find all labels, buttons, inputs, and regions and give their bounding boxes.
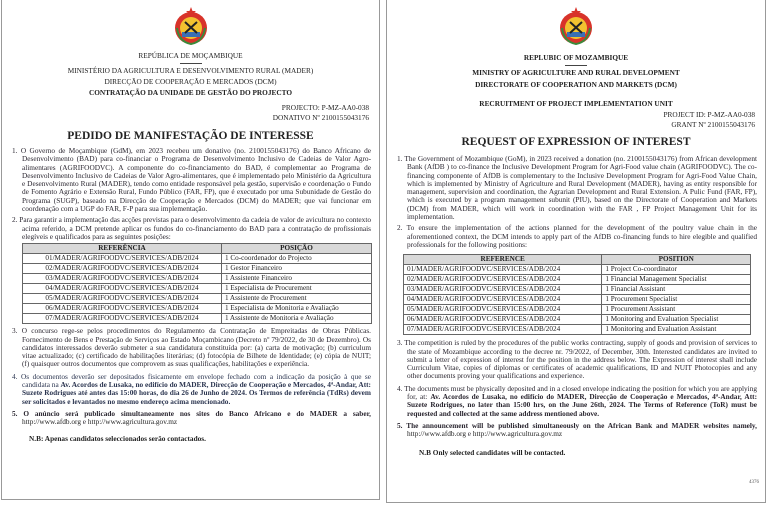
mozambique-emblem-icon	[171, 6, 211, 46]
position-cell: 1 Financial Assistant	[602, 285, 751, 295]
paragraph-4	[10, 373, 371, 406]
table-row	[23, 304, 372, 314]
table-row	[23, 254, 372, 264]
position-cell: 1 Monitoring and Evaluation Specialist	[602, 315, 751, 325]
table-row	[404, 275, 751, 285]
table-row	[404, 295, 751, 305]
paragraph-5-text: 5. O anúncio será publicado simultaneamente nos sites do Banco Africano e do MADER a saber,	[12, 408, 371, 418]
position-cell: 1 Financial Management Specialist	[602, 275, 751, 285]
reference-cell: 06/MADER/AGRIFOODVC/SERVICES/ADB/2024	[404, 315, 602, 325]
unit-name: CONTRATAÇÃO DA UNIDADE DE GESTÃO DO PROJECTO	[88, 88, 293, 97]
reference-cell: 04/MADER/AGRIFOODVC/SERVICES/ADB/2024	[404, 295, 602, 305]
notice-title: REQUEST OF EXPRESSION OF INTEREST	[461, 136, 691, 148]
position-cell: 1 Especialista de Procurement	[221, 284, 371, 294]
table-row	[404, 305, 751, 315]
ministry-name: MINISTÉRIO DA AGRICULTURA E DESENVOLVIMENTO RURAL (MADER)	[67, 66, 314, 75]
paragraph-4-address: Av. Acordos de Lusaka, no edifício do MADER, Direcção de Cooperação e Mercados, 4ª-Andar, Att: Suzete Rodrigues, no later than 15:00 hrs, on the June 26th, 2024. The Terms of Reference (ToR) must be requested and collected at the same address mentioned above.	[407, 392, 757, 418]
position-cell: 1 Procurement Assistant	[602, 305, 751, 315]
country-name: REPÚBLICA DE MOÇAMBIQUE	[138, 51, 243, 60]
nb-note: N.B: Apenas candidatos seleccionados serão contactados.	[29, 433, 206, 443]
position-cell: 1 Assistente de Procurement	[221, 294, 371, 304]
reference-cell: 02/MADER/AGRIFOODVC/SERVICES/ADB/2024	[23, 264, 222, 274]
reference-cell: 07/MADER/AGRIFOODVC/SERVICES/ADB/2024	[404, 325, 602, 335]
reference-cell: 06/MADER/AGRIFOODVC/SERVICES/ADB/2024	[23, 304, 222, 314]
position-cell: 1 Project Co-coordinator	[602, 265, 751, 275]
table-row	[404, 325, 751, 335]
paragraph-2: 2. To ensure the implementation of the actions planned for the development of the poultry value chain in the aforementioned context, the DCM intends to apply part of the AfDB co-financing funds to hire elegible and qualified professionals for the following positions:	[397, 223, 757, 249]
table-row	[404, 315, 751, 325]
afdb-link[interactable]: http://www.afdb.org	[407, 429, 466, 439]
divider	[180, 63, 202, 64]
paragraph-1: 1. The Government of Mozambique (GoM), in 2023 received a donation (no. 2100155043176) from African development Bank (AfDB ) to co-finance the Inclusive Development Program for Agri-Food value chain (AGRIFOODVC). The co-financing componente of AfDB is complementary to the Inclusive Development Program for Agri-Food Value Chain, which is implemented by Ministry of Agriculture and Rural Development (MADER), having as entity responsible for management, supervision and coordination, the Agrarian Development and Rural Extension. A Pulic Fund (FAR, FP), which is executed by a program management subunit (PIU), based on the Directorate of Cooperation and Markets (DCM) from MADER, which will work in coordination with the FAR , FP Project Management Unit for its implementation.	[397, 154, 757, 222]
position-cell: 1 Monitoring and Evaluation Assistant	[602, 325, 751, 335]
unit-name: RECRUITMENT OF PROJECT IMPLEMENTATION UNIT	[479, 99, 673, 108]
conjunction: e	[465, 429, 473, 439]
position-cell: 1 Especialista de Monitoria e Avaliação	[221, 304, 371, 314]
header-reference: REFERÊNCIA	[23, 244, 222, 254]
header-position: POSIÇÃO	[221, 244, 371, 254]
paragraph-4	[395, 385, 757, 418]
paragraph-5	[395, 422, 757, 439]
reference-cell: 07/MADER/AGRIFOODVC/SERVICES/ADB/2024	[23, 314, 222, 324]
table-row	[23, 294, 372, 304]
paragraph-5-text: 5. The announcement will be published simultaneously on the African Bank and MADER websites namely,	[397, 420, 757, 430]
reference-number: 4376	[749, 480, 759, 485]
paragraph-4-text: 4. The documents must be physically deposited and in a closed envelope indicating the position for which you are applying for, at:	[397, 383, 757, 402]
paragraph-4-address: Av. Acordos de Lusaka, no edifício do MADER, Direcção de Cooperação e Mercados, 4ª-Andar, Att: Suzete Rodrigues até antes das 15:00 horas, do dia 26 de Junho de 2024. Os Termos de referência (TdRs) devem ser solicitados e levantados no mesmo endereço acima mencionado.	[22, 380, 371, 406]
paragraph-4-text: 4. Os documentos deverão ser depositados fisicamente em envelope fechado com a indicação da posição à que se candidata na	[12, 371, 371, 390]
position-cell: 1 Gestor Financeiro	[221, 264, 371, 274]
table-row	[404, 285, 751, 295]
reference-cell: 02/MADER/AGRIFOODVC/SERVICES/ADB/2024	[404, 275, 602, 285]
table-row	[23, 264, 372, 274]
table-row	[23, 284, 372, 294]
project-id: PROJECT ID: P-MZ-AA0-038	[663, 110, 755, 119]
position-cell: 1 Co-coordenador do Projecto	[221, 254, 371, 264]
english-notice	[386, 0, 766, 503]
agricultura-link[interactable]: http://www.agricultura.gov.mz	[87, 417, 178, 427]
position-cell: 1 Assistente de Monitoria e Avaliação	[221, 314, 371, 324]
reference-cell: 03/MADER/AGRIFOODVC/SERVICES/ADB/2024	[404, 285, 602, 295]
paragraph-1: 1. O Governo de Moçambique (GdM), em 2023 recebeu um donativo (no. 2100155043176) do Banco Africano de Desenvolvimento (BAD) para co-financiar o Programa de Desenvolvimento Inclusivo de Cadeias de Valor Agro-alimentares (AGRIFOODVC). A componente do co-financiamento do BAD, é complementar ao Programa de Desenvolvimento Inclusivo de Cadeias de Valor Agro-alimentares, que é implementado pelo Ministério da Agricultura e Desenvolvimento Rural (MADER), tendo como entidade responsável pela gestão, supervisão e coordenação o Fundo de Fomento Agrário e Extensão Rural, Fundo Público (FAR, FP), que é executado por uma Subunidade de Gestão do Programa (SUGP), baseado na Direcção de Cooperação e Mercados (DCM) do MADER; que vai funcionar em coordenação com a UGP do FAR, F-P para sua implementação.	[12, 146, 371, 214]
grant-number: DONATIVO Nº 2100155043176	[272, 113, 369, 122]
nb-note: N.B Only selected candidates will be contacted.	[419, 447, 566, 457]
notice-title: PEDIDO DE MANIFESTAÇÃO DE INTERESSE	[67, 130, 314, 142]
country-name: REPLUBIC OF MOZAMBIQUE	[523, 53, 629, 62]
mozambique-emblem-icon	[556, 6, 596, 46]
paragraph-5	[10, 410, 371, 427]
header-reference: REFERENCE	[404, 255, 602, 265]
reference-cell: 04/MADER/AGRIFOODVC/SERVICES/ADB/2024	[23, 284, 222, 294]
reference-cell: 05/MADER/AGRIFOODVC/SERVICES/ADB/2024	[404, 305, 602, 315]
conjunction: e	[80, 417, 88, 427]
directorate-name: DIRECÇÃO DE COOPERAÇÃO E MERCADOS (DCM)	[104, 77, 277, 86]
positions-table	[403, 254, 751, 335]
position-cell: 1 Procurement Specialist	[602, 295, 751, 305]
divider	[565, 65, 587, 66]
header-position: POSITION	[602, 255, 751, 265]
reference-cell: 03/MADER/AGRIFOODVC/SERVICES/ADB/2024	[23, 274, 222, 284]
table-row	[404, 265, 751, 275]
table-row	[23, 314, 372, 324]
portuguese-notice	[1, 0, 380, 500]
reference-cell: 01/MADER/AGRIFOODVC/SERVICES/ADB/2024	[404, 265, 602, 275]
ministry-name: MINISTRY OF AGRICULTURE AND RURAL DEVELOPMENT	[472, 68, 680, 77]
reference-cell: 01/MADER/AGRIFOODVC/SERVICES/ADB/2024	[23, 254, 222, 264]
project-id: PROJECTO: P-MZ-AA0-038	[281, 103, 369, 112]
paragraph-3: 3. The competition is ruled by the procedures of the public works contracting, supply of goods and provision of services to the state of Mozambique according to the decree nr. 79/2022, of December, 30th. Interested candidates are invited to submit a letter of expression of interest for the position in the address below. The Expression of interest shall include Curriculum Vitae, copies of diplomas or certificates of academic qualifications, ID and NUIT Photocopies and any other documents proving your qualifications and experience.	[397, 338, 757, 381]
agricultura-link[interactable]: http://www.agricultura.gov.mz	[472, 429, 563, 439]
directorate-name: DIRECTORATE OF COOPERATION AND MARKETS (DCM)	[475, 80, 677, 89]
positions-table	[22, 243, 372, 324]
position-cell: 1 Assistente Financeiro	[221, 274, 371, 284]
grant-number: GRANT Nº 2100155043176	[671, 120, 755, 129]
paragraph-2: 2. Para garantir a implementação das acções previstas para o desenvolvimento da cadeia de valor de avicultura no contexto acima referido, a DCM pretende aplicar os fundos do co-financiamento do BAD para a contratação de profissionais elegíveis e qualificados para as seguintes posições:	[12, 215, 371, 241]
afdb-link[interactable]: http://www.afdb.org	[22, 417, 81, 427]
table-row	[23, 274, 372, 284]
paragraph-3: 3. O concurso rege-se pelos procedimentos do Regulamento da Contratação de Empreitadas de Obras Públicas. Fornecimento de Bens e Prestação de Serviços ao Estado Moçambicano (Decreto nº 79/2022, de 30 de Dezembro). Os candidatos interessados deverão submeter a sua candidatura constituída por: (a) carta de motivação; (b) curriculum vitae actualizado; (c) certificado de habilitações literárias; (d) fotocópia de Bilhete de Identidade; (e) cópia de NUIT; (f) quaisquer outros documentos que comprovem as suas qualificações, habilitações e experiência.	[12, 326, 371, 369]
reference-cell: 05/MADER/AGRIFOODVC/SERVICES/ADB/2024	[23, 294, 222, 304]
